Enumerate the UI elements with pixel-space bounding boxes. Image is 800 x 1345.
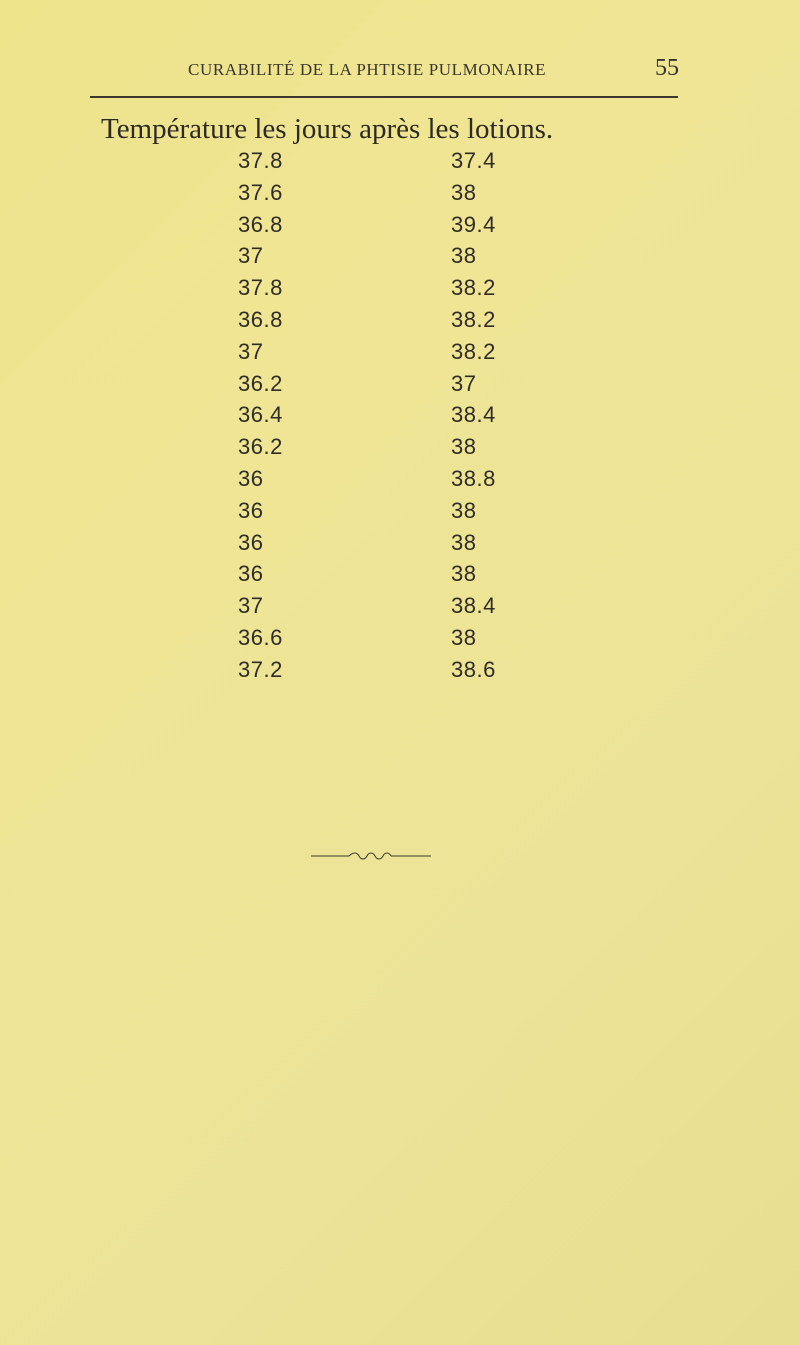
temperature-left-cell: 36.6 <box>238 624 283 650</box>
temperature-left-cell: 37 <box>238 338 264 364</box>
temperature-right-cell: 39.4 <box>451 211 496 237</box>
temperature-left-cell: 36.8 <box>238 306 283 332</box>
table-row <box>0 402 800 434</box>
table-row <box>0 657 800 689</box>
table-row <box>0 625 800 657</box>
temperature-left-cell: 36.2 <box>238 434 283 460</box>
temperature-left-cell: 36 <box>238 497 264 523</box>
temperature-right-cell: 38.2 <box>451 338 496 364</box>
temperature-right-cell: 37 <box>451 370 477 396</box>
temperature-right-cell: 38 <box>451 243 477 269</box>
temperature-right-cell: 37.4 <box>451 148 496 173</box>
temperature-right-cell: 38.4 <box>451 402 496 428</box>
page-number: 55 <box>655 55 679 81</box>
temperature-left-cell: 36.8 <box>238 211 283 237</box>
header-rule <box>90 96 678 98</box>
table-row <box>0 339 800 371</box>
temperature-right-cell: 38 <box>451 497 477 523</box>
table-row <box>0 434 800 466</box>
temperature-left-cell: 37.8 <box>238 275 283 301</box>
temperature-right-cell: 38.2 <box>451 275 496 301</box>
temperature-table <box>0 148 800 689</box>
temperature-left-cell: 37 <box>238 243 264 269</box>
temperature-right-cell: 38.6 <box>451 656 496 682</box>
temperature-right-cell: 38 <box>451 529 477 555</box>
temperature-right-cell: 38.4 <box>451 593 496 619</box>
temperature-right-cell: 38 <box>451 624 477 650</box>
temperature-left-cell: 37.6 <box>238 179 283 205</box>
temperature-left-cell: 37 <box>238 593 264 619</box>
table-row <box>0 371 800 403</box>
table-row <box>0 148 800 180</box>
temperature-left-cell: 37.8 <box>238 148 283 173</box>
temperature-left-cell: 36 <box>238 529 264 555</box>
table-row <box>0 498 800 530</box>
table-row <box>0 307 800 339</box>
fleuron-ornament <box>311 850 431 862</box>
table-title: Température les jours après les lotions. <box>101 113 554 145</box>
table-row <box>0 593 800 625</box>
table-row <box>0 275 800 307</box>
temperature-left-cell: 36 <box>238 561 264 587</box>
table-row <box>0 530 800 562</box>
table-row <box>0 212 800 244</box>
temperature-left-cell: 36.2 <box>238 370 283 396</box>
temperature-right-cell: 38.8 <box>451 465 496 491</box>
temperature-right-cell: 38.2 <box>451 306 496 332</box>
table-row <box>0 243 800 275</box>
temperature-right-cell: 38 <box>451 179 477 205</box>
temperature-right-cell: 38 <box>451 561 477 587</box>
temperature-left-cell: 36 <box>238 465 264 491</box>
temperature-right-cell: 38 <box>451 434 477 460</box>
temperature-left-cell: 37.2 <box>238 656 283 682</box>
table-row <box>0 180 800 212</box>
temperature-left-cell: 36.4 <box>238 402 283 428</box>
running-head: CURABILITÉ DE LA PHTISIE PULMONAIRE <box>188 60 547 79</box>
table-row <box>0 561 800 593</box>
table-row <box>0 466 800 498</box>
